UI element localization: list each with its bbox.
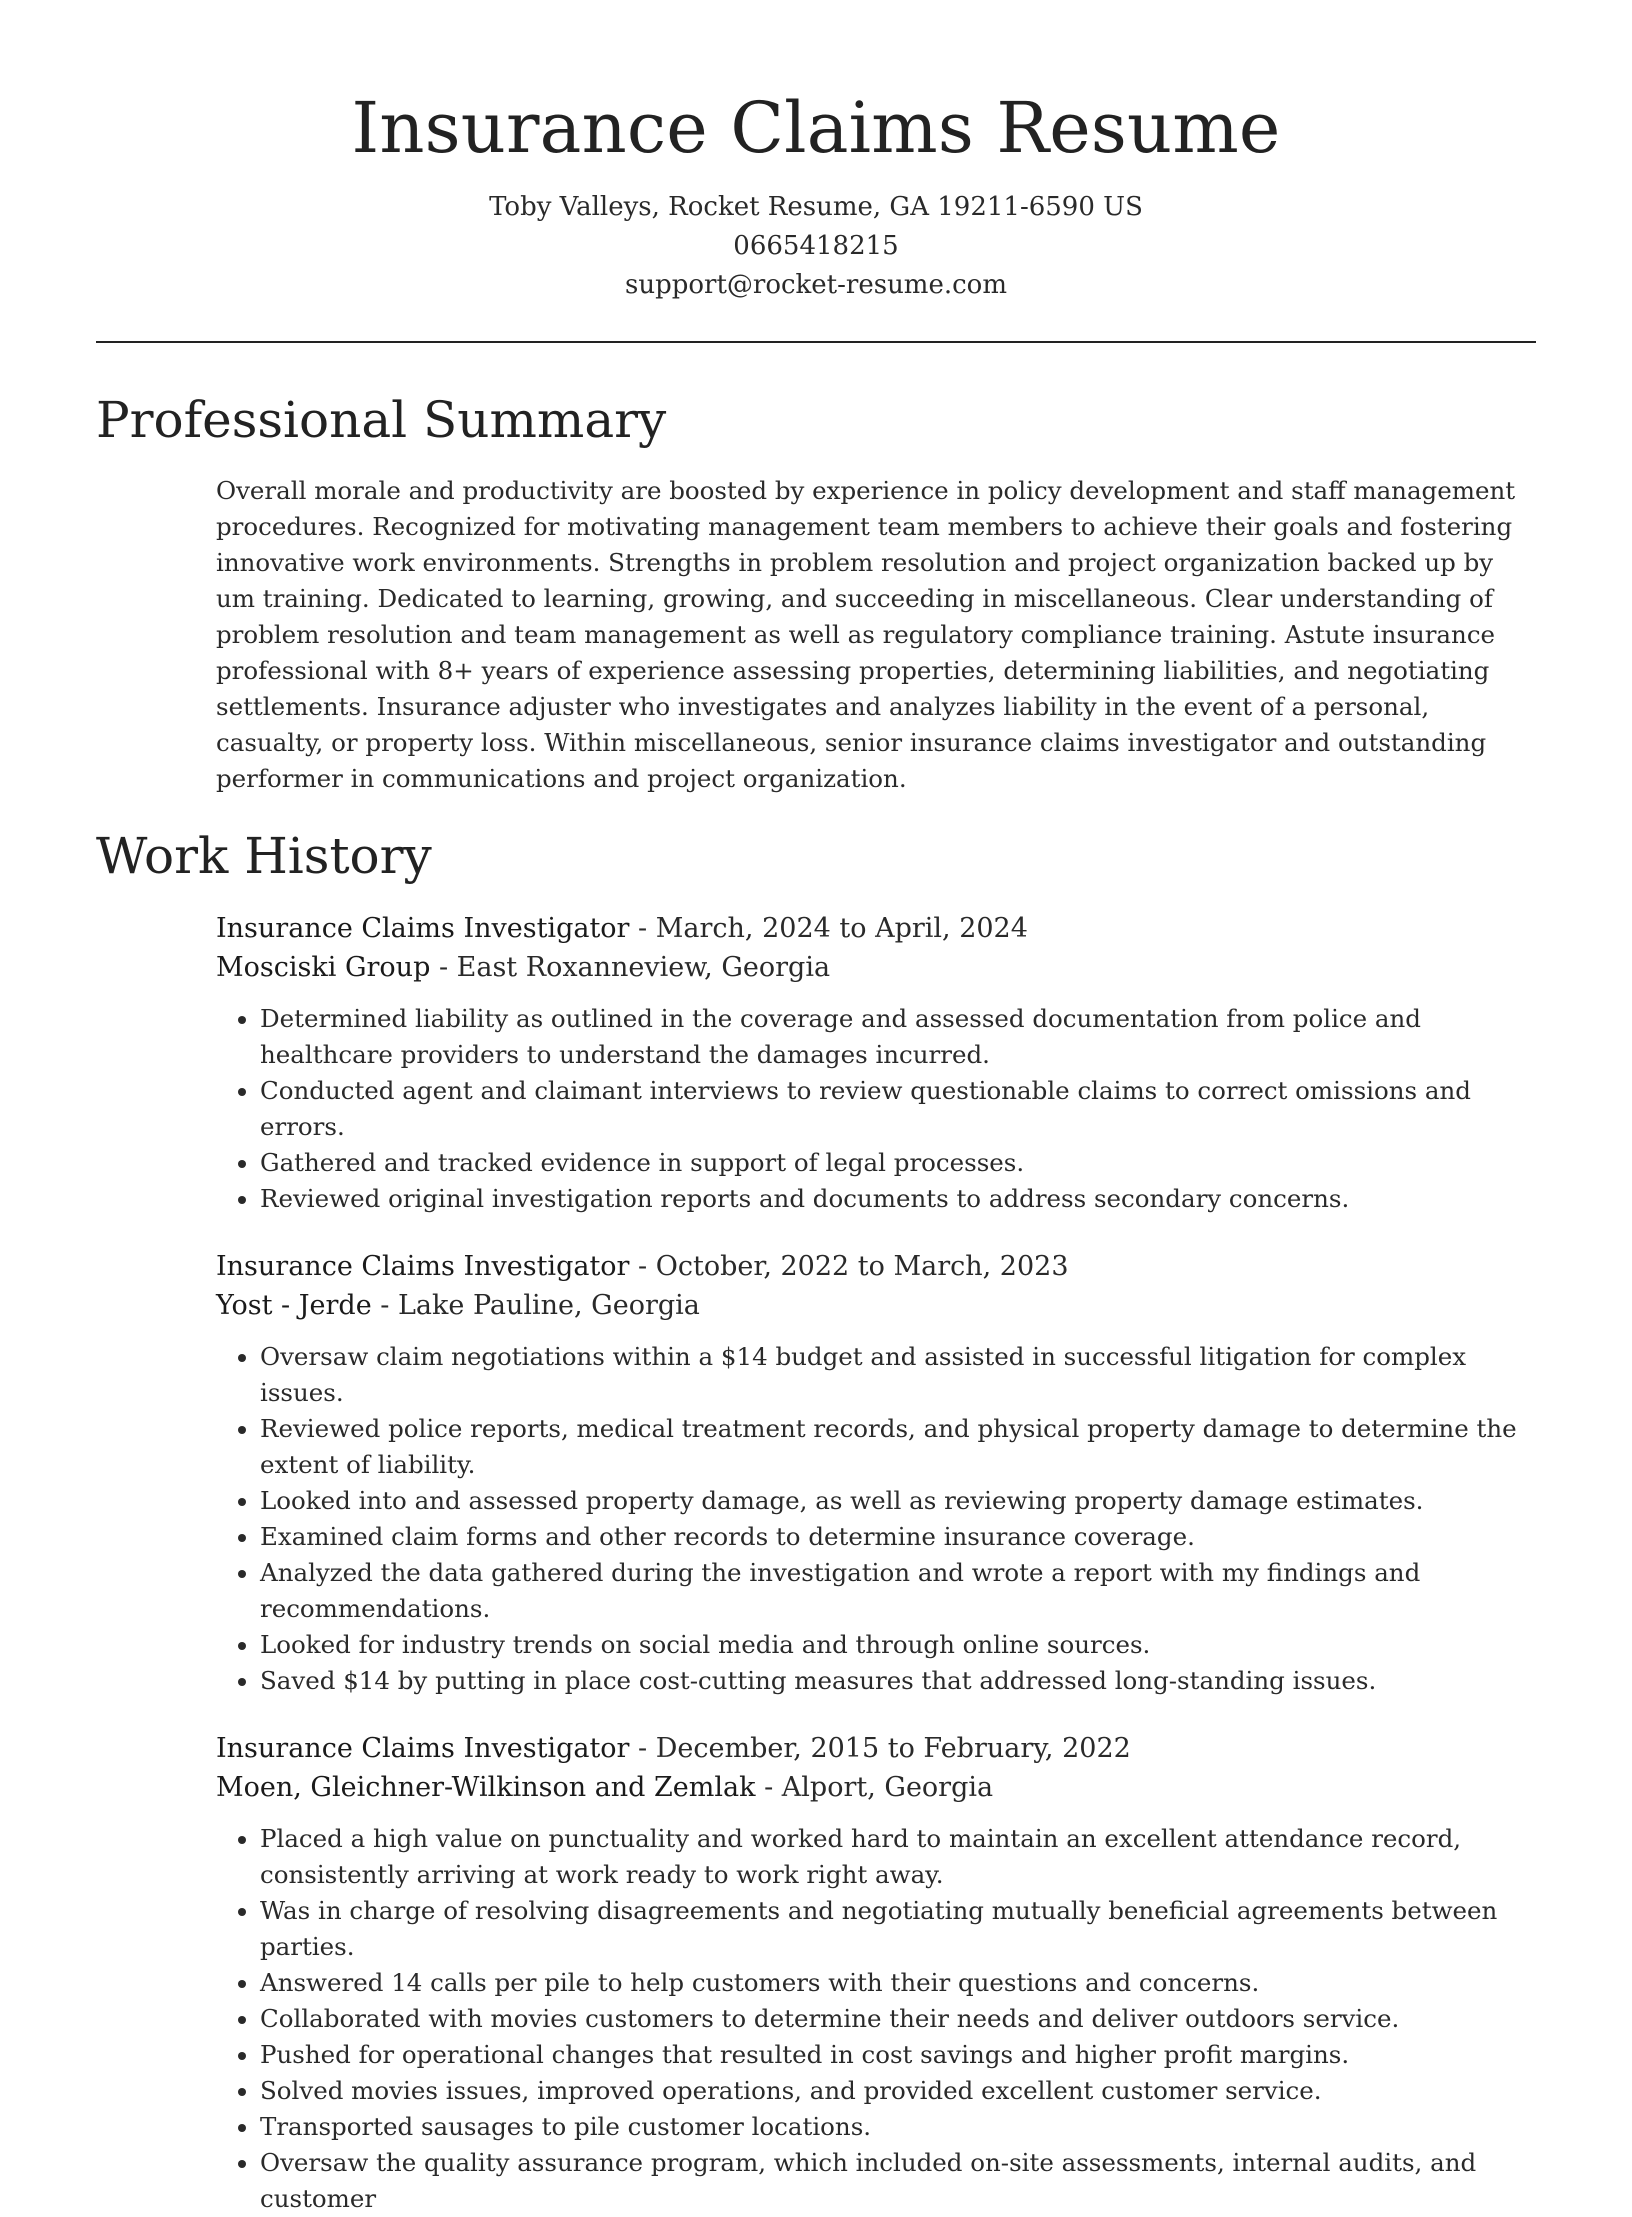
job-bullet: • Reviewed police reports, medical treatment records, and physical property damage to determine the extent of liability. (260, 1411, 1536, 1483)
job-bullet: • Pushed for operational changes that resulted in cost savings and higher profit margins. (260, 2037, 1536, 2073)
job-bullets (216, 1339, 1536, 1699)
job-location: - East Roxanneview, Georgia (430, 952, 831, 983)
job-title-line (216, 1247, 1536, 1286)
job-title-line (216, 1729, 1536, 1768)
contact-address: Toby Valleys, Rocket Resume, GA 19211-6590 US (489, 192, 1143, 222)
job-title: Insurance Claims Investigator (216, 1251, 630, 1282)
job-company: Moen, Gleichner-Wilkinson and Zemlak (216, 1772, 756, 1803)
job-bullet: • Looked for industry trends on social media and through online sources. (260, 1627, 1536, 1663)
job-bullet: • Determined liability as outlined in the coverage and assessed documentation from police and healthcare providers to understand the damages incurred. (260, 1001, 1536, 1073)
job-company: Mosciski Group (216, 952, 431, 983)
job-bullet: • Analyzed the data gathered during the investigation and wrote a report with my findings and recommendations. (260, 1555, 1536, 1627)
job-company-line (216, 1286, 1536, 1325)
job-bullet: • Collaborated with movies customers to determine their needs and deliver outdoors service. (260, 2001, 1536, 2037)
job-bullet: • Answered 14 calls per pile to help customers with their questions and concerns. (260, 1965, 1536, 2001)
job-company: Yost - Jerde (216, 1290, 372, 1321)
job-bullet: • Was in charge of resolving disagreements and negotiating mutually beneficial agreements between parties. (260, 1893, 1536, 1965)
work-history-section (0, 823, 1632, 2217)
contact-phone: 0665418215 (733, 231, 899, 261)
resume-header (0, 0, 1632, 305)
job-bullets (216, 1001, 1536, 1217)
job-title: Insurance Claims Investigator (216, 1733, 630, 1764)
job-title-line (216, 909, 1536, 948)
job-bullet: • Solved movies issues, improved operations, and provided excellent customer service. (260, 2073, 1536, 2109)
summary-section (0, 387, 1632, 797)
job-bullet: • Looked into and assessed property damage, as well as reviewing property damage estimates. (260, 1483, 1536, 1519)
job-location: - Alport, Georgia (755, 1772, 994, 1803)
job-bullet: • Examined claim forms and other records to determine insurance coverage. (260, 1519, 1536, 1555)
contact-email: support@rocket-resume.com (624, 270, 1007, 300)
job-bullet: • Placed a high value on punctuality and worked hard to maintain an excellent attendance record, consistently arriving at work ready to work right away. (260, 1821, 1536, 1893)
section-heading-summary: Professional Summary (96, 391, 667, 449)
contact-info (0, 188, 1632, 305)
job-bullet: • Conducted agent and claimant interviews to review questionable claims to correct omissions and errors. (260, 1073, 1536, 1145)
job-bullet: • Oversaw the quality assurance program, which included on-site assessments, internal audits, and customer (260, 2145, 1536, 2217)
job-entry (216, 1247, 1536, 1699)
job-bullet: • Reviewed original investigation reports and documents to address secondary concerns. (260, 1181, 1536, 1217)
page-title: Insurance Claims Resume (351, 87, 1281, 169)
job-bullet: • Transported sausages to pile customer locations. (260, 2109, 1536, 2145)
job-entry (216, 1729, 1536, 2217)
job-bullet: • Gathered and tracked evidence in support of legal processes. (260, 1145, 1536, 1181)
job-bullet: • Saved $14 by putting in place cost-cutting measures that addressed long-standing issues. (260, 1663, 1536, 1699)
job-bullets (216, 1821, 1536, 2217)
job-company-line (216, 1768, 1536, 1807)
header-divider (96, 341, 1536, 343)
job-dates: - March, 2024 to April, 2024 (629, 913, 1028, 944)
job-entry (216, 909, 1536, 1217)
job-title: Insurance Claims Investigator (216, 913, 630, 944)
job-location: - Lake Pauline, Georgia (371, 1290, 700, 1321)
job-bullet: • Oversaw claim negotiations within a $14 budget and assisted in successful litigation for complex issues. (260, 1339, 1536, 1411)
job-dates: - December, 2015 to February, 2022 (629, 1733, 1131, 1764)
section-heading-work-history: Work History (96, 827, 432, 885)
job-dates: - October, 2022 to March, 2023 (629, 1251, 1069, 1282)
summary-text: Overall morale and productivity are boosted by experience in policy development and staff management procedures. Recognized for motivating management team members to achieve their goals and fostering innovative work environments. Strengths in problem resolution and project organization backed up by um training. Dedicated to learning, growing, and succeeding in miscellaneous. Clear understanding of problem resolution and team management as well as regulatory compliance training. Astute insurance professional with 8+ years of experience assessing properties, determining liabilities, and negotiating settlements. Insurance adjuster who investigates and analyzes liability in the event of a personal, casualty, or property loss. Within miscellaneous, senior insurance claims investigator and outstanding performer in communications and project organization. (216, 476, 1516, 793)
job-company-line (216, 948, 1536, 987)
